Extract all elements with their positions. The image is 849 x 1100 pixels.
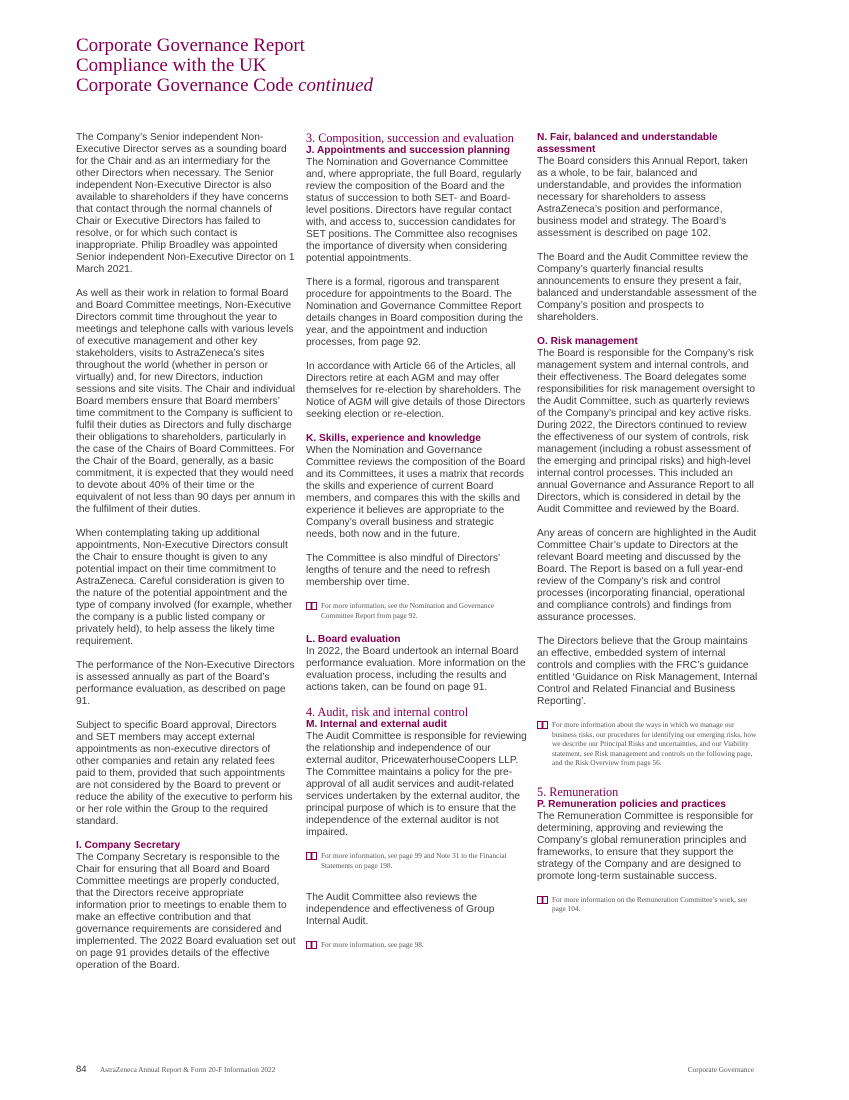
footer-section: Corporate Governance bbox=[687, 1065, 754, 1074]
subheading-board-evaluation: L. Board evaluation bbox=[306, 634, 401, 645]
paragraph: The Audit Committee is responsible for reviewing the relationship and independence of our external auditor, PricewaterhouseCoopers LLP. The Committee maintains a policy for the pre-approval of all audit services and audit-related services undertaken by the external auditor, the principal purpose of which is to ensure that the independence of the external auditor is not impaired. bbox=[306, 731, 527, 838]
subheading-remuneration-policies: P. Remuneration policies and practices bbox=[537, 798, 726, 810]
paragraph: In 2022, the Board undertook an internal Board performance evaluation. More information on the evaluation process, including the results and actions taken, can be found on page 91. bbox=[306, 646, 526, 693]
paragraph: When the Nomination and Governance Committee reviews the composition of the Board and its Committees, it uses a matrix that records the skills and experience of current Board members, and compares this with the skills and experience it believes are appropriate to the Company’s overall business and strategic needs, both now and in the future. bbox=[306, 445, 526, 540]
section-title-audit: 4. Audit, risk and internal control bbox=[306, 705, 469, 719]
book-icon bbox=[306, 852, 317, 860]
column-1 bbox=[76, 132, 296, 984]
info-reference bbox=[306, 851, 527, 870]
column-3 bbox=[537, 132, 758, 928]
paragraph: The Company Secretary is responsible to the Chair for ensuring that all Board and Board Committee meetings are properly conducted, that the Directors receive appropriate information prior to meetings to enable them to make an effective contribution and that governance requirements are considered and implemented. The 2022 Board evaluation set out on page 91 provides details of the effective operation of the Board. bbox=[76, 852, 296, 971]
book-icon bbox=[537, 721, 548, 729]
paragraph: The Company’s Senior independent Non-Executive Director serves as a sounding board for the Chair and as an intermediary for the other Directors when necessary. The Senior independent Non-Executive Director is also available to shareholders if they have concerns that contact through the normal channels of Chair or Executive Directors has failed to resolve, or for which such contact is inappropriate. Philip Broadley was appointed Senior independent Non-Executive Director on 1 March 2021. bbox=[76, 132, 295, 275]
column-2 bbox=[306, 132, 527, 964]
paragraph: The Remuneration Committee is responsible for determining, approving and reviewing the Company’s global remuneration principles and frameworks, to ensure that they support the strategy of the Company and are designed to promote long-term sustainable success. bbox=[537, 810, 754, 882]
info-reference bbox=[306, 940, 527, 950]
paragraph: The Board is responsible for the Company’s risk management system and internal controls, and their effectiveness. The Board delegates some responsibilities for risk management oversight to the Audit Committee, such as quarterly reviews of the Company’s principal and key active risks. During 2022, the Directors continued to review the effectiveness of our system of controls, risk management (including a robust assessment of the emerging and principal risks) and high-level internal control processes. This included an annual Governance and Assurance Report to all Directors, which is considered in detail by the Audit Committee and reviewed by the Board. bbox=[537, 348, 755, 515]
page-header bbox=[76, 36, 776, 96]
page-title: Corporate Governance Report bbox=[76, 35, 305, 56]
page-subtitle-line1: Compliance with the UK bbox=[76, 55, 267, 76]
info-text: For more information on the Remuneration Committee’s work, see page 104. bbox=[552, 894, 748, 913]
book-icon bbox=[537, 896, 548, 904]
subheading-internal-external-audit: M. Internal and external audit bbox=[306, 719, 447, 730]
footer-publication: AstraZeneca Annual Report & Form 20-F Information 2022 bbox=[100, 1065, 276, 1074]
paragraph: The Nomination and Governance Committee and, where appropriate, the full Board, regularly review the composition of the Board and the status of succession to both SET- and Board-level positions. Directors have regular contact with, and access to, succession candidates for SET positions. The Committee also recognises the importance of diversity when considering potential appointments. bbox=[306, 157, 522, 264]
paragraph: The Directors believe that the Group maintains an effective, embedded system of internal controls and complies with the FRC’s guidance entitled ‘Guidance on Risk Management, Internal Control and Related Financial and Business Reporting’. bbox=[537, 636, 758, 707]
info-text: For more information about the ways in which we manage our business risks, our procedures for identifying our emerging risks, how we describe our Principal Risks and uncertainties, and our Viability statement, see Risk management and controls on the following page, and the Risk Overview from page 56. bbox=[552, 720, 757, 767]
info-text: For more information, see page 99 and Note 31 to the Financial Statements on page 198. bbox=[321, 851, 507, 870]
subheading-company-secretary: I. Company Secretary bbox=[76, 840, 181, 851]
book-icon bbox=[306, 941, 317, 949]
paragraph: Subject to specific Board approval, Directors and SET members may accept external appointments as non-executive directors of other companies and retain any related fees paid to them, provided that such appointments are not considered by the Board to prevent or reduce the ability of the executive to perform his or her role within the Group to the required standard. bbox=[76, 720, 293, 827]
subtitle-continued: continued bbox=[298, 75, 374, 96]
paragraph: As well as their work in relation to formal Board and Board Committee meetings, Non-Executive Directors commit time throughout the year to meetings and telephone calls with various levels of executive management and other key stakeholders, visits to AstraZeneca’s sites throughout the world (whether in person or virtually) and, for new Directors, induction sessions and site visits. The Chair and individual Board members ensure that Board members’ time commitment to the Company is sufficient to fulfil their duties as Directors and fully discharge their obligations to shareholders, particularly in the case of the Chairs of Board Committees. For the Chair of the Board, generally, as a basic commitment, it is expected that they would need to devote about 40% of their time or the equivalent of not less than 90 days per annum in the fulfilment of their duties. bbox=[76, 288, 296, 515]
book-icon bbox=[306, 602, 317, 610]
paragraph: The Committee is also mindful of Directors’ lengths of tenure and the need to refresh membership over time. bbox=[306, 553, 500, 588]
section-title-remuneration: 5. Remuneration bbox=[537, 784, 619, 799]
paragraph: There is a formal, rigorous and transparent procedure for appointments to the Board. The Nomination and Governance Committee Report details changes in Board composition during the year, and the appointment and induction processes, from page 92. bbox=[306, 277, 523, 348]
paragraph: The Board considers this Annual Report, taken as a whole, to be fair, balanced and understandable, and provides the information necessary for shareholders to assess AstraZeneca’s position and performance, business model and strategy. The Board’s assessment is described on page 102. bbox=[537, 156, 748, 239]
info-text: For more information, see page 98. bbox=[321, 940, 424, 949]
subtitle-text: Corporate Governance Code bbox=[76, 75, 294, 96]
paragraph: In accordance with Article 66 of the Articles, all Directors retire at each AGM and may offer themselves for re-election by shareholders. The Notice of AGM will give details of those Directors seeking election or re-election. bbox=[306, 361, 526, 420]
info-reference bbox=[537, 895, 758, 914]
info-text: For more information, see the Nomination and Governance Committee Report from page 92. bbox=[321, 601, 495, 620]
paragraph: When contemplating taking up additional appointments, Non-Executive Directors consult the Chair to ensure thought is given to any potential impact on their time commitment to AstraZeneca. Careful consideration is given to the nature of the potential appointment and the type of company involved (for example, whether the company is a public listed company or privately held), to help assess the likely time requirement. bbox=[76, 528, 293, 647]
paragraph: The Board and the Audit Committee review the Company’s quarterly financial results announcements to ensure they present a fair, balanced and understandable assessment of the Company’s position and prospects to shareholders. bbox=[537, 252, 757, 323]
info-reference bbox=[306, 601, 527, 620]
subheading-skills: K. Skills, experience and knowledge bbox=[306, 433, 481, 444]
subheading-appointments: J. Appointments and succession planning bbox=[306, 145, 510, 156]
section-title-composition: 3. Composition, succession and evaluation bbox=[306, 131, 514, 145]
subheading-risk-management: O. Risk management bbox=[537, 336, 638, 347]
page-subtitle-line2 bbox=[76, 76, 776, 96]
paragraph: Any areas of concern are highlighted in the Audit Committee Chair’s update to Directors at the relevant Board meeting and discussed by the Board. The Report is based on a full year-end review of the Company’s risk and control processes (incorporating financial, operational and compliance controls) and findings from assurance processes. bbox=[537, 528, 757, 623]
paragraph: The Audit Committee also reviews the independence and effectiveness of Group Internal Audit. bbox=[306, 892, 495, 927]
page-number: 84 bbox=[76, 1064, 87, 1075]
page-footer bbox=[76, 1064, 754, 1075]
info-reference bbox=[537, 720, 758, 768]
subheading-fair-balanced: N. Fair, balanced and understandable assessment bbox=[537, 132, 718, 155]
paragraph: The performance of the Non-Executive Directors is assessed annually as part of the Board’s performance evaluation, as described on page 91. bbox=[76, 660, 295, 707]
